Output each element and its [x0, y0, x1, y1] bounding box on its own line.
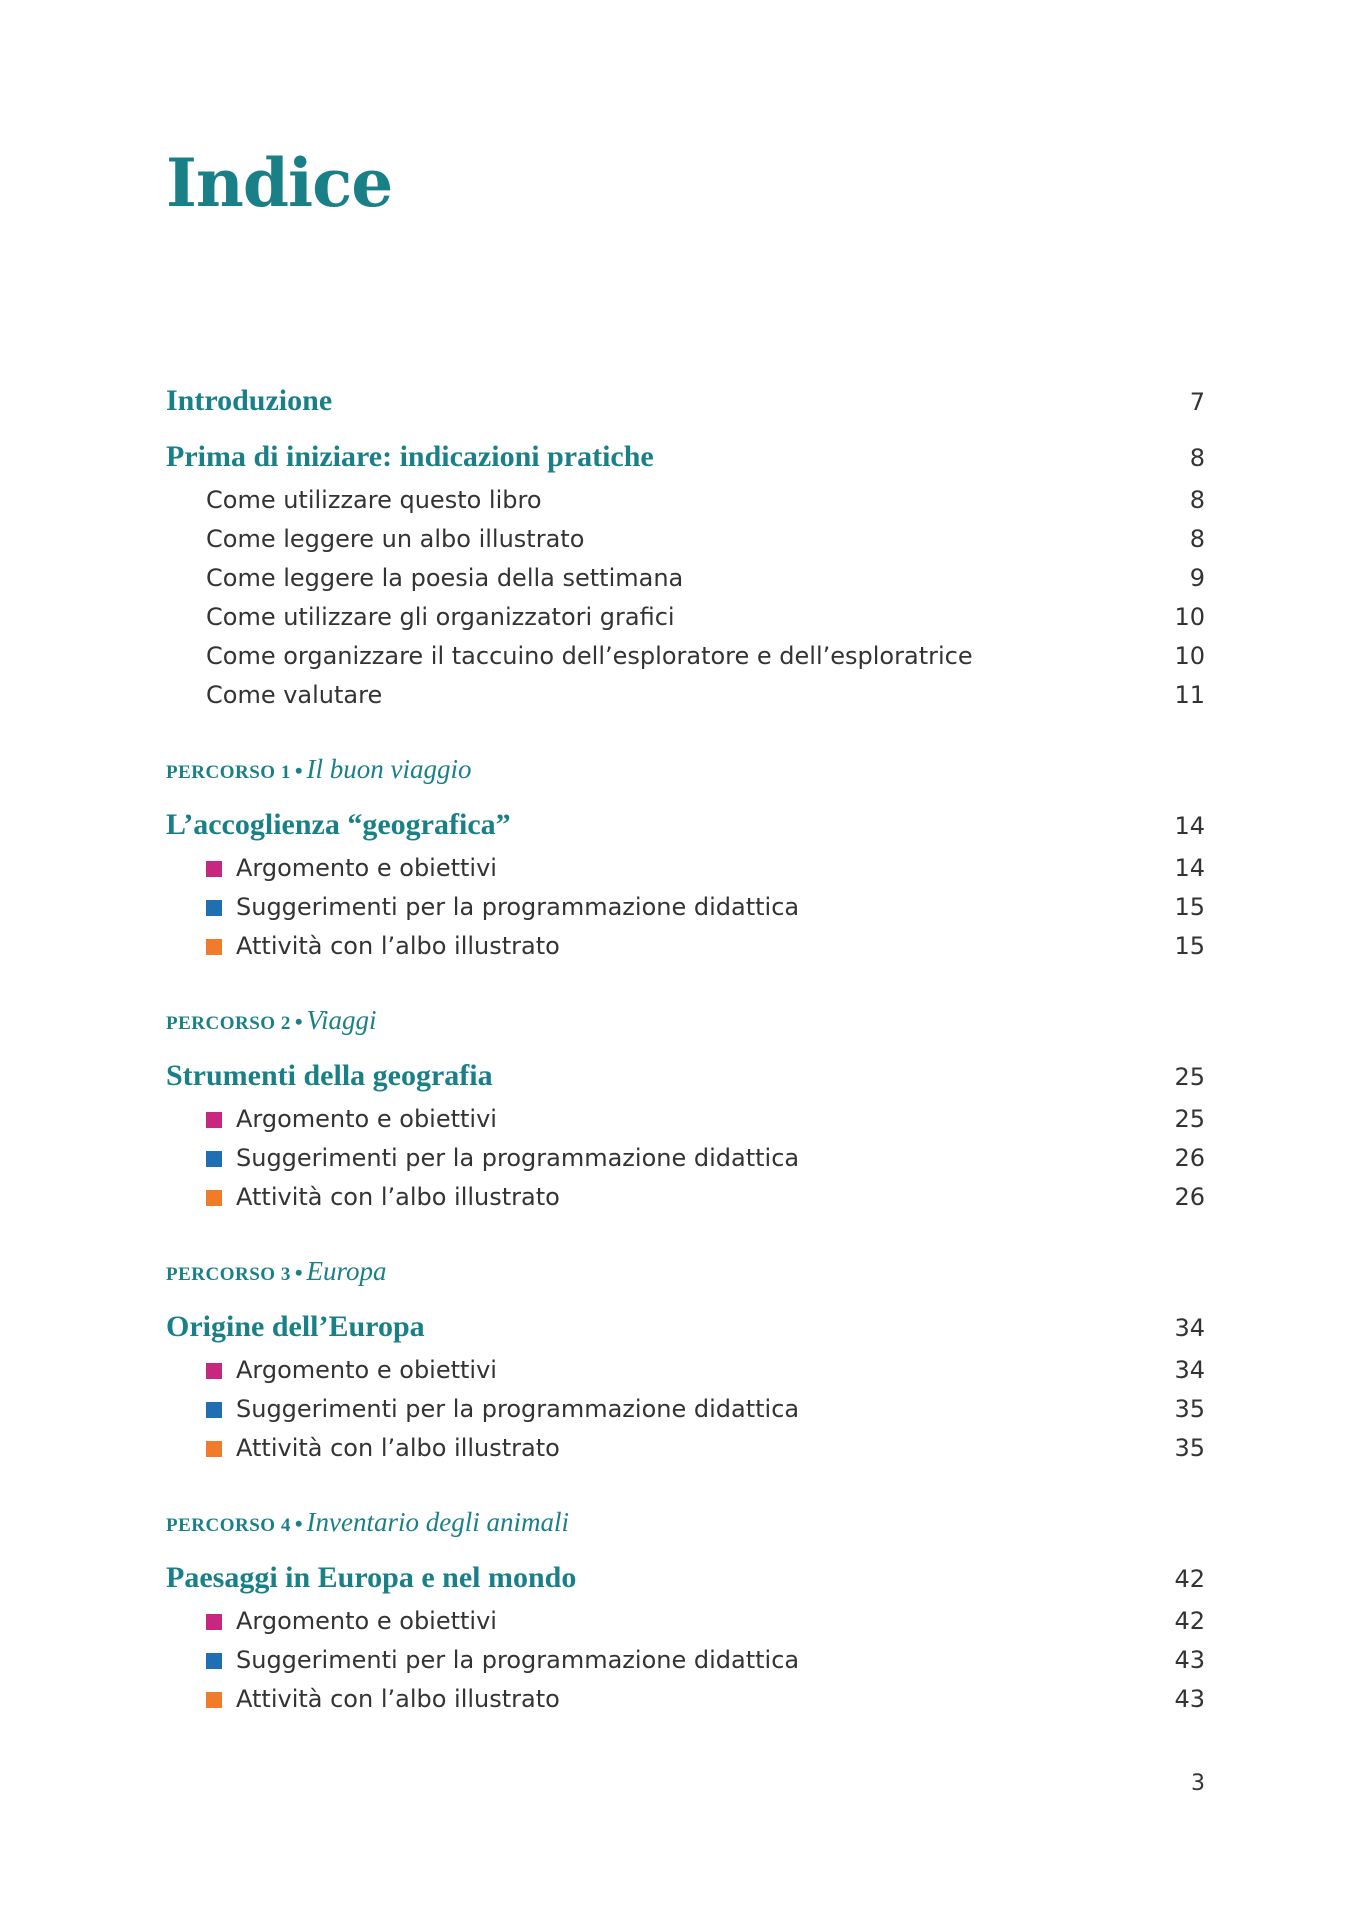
toc-subentry[interactable] — [166, 603, 1205, 642]
toc-subentry-label: Attività con l’albo illustrato — [236, 1685, 560, 1713]
toc-page-number: 10 — [1174, 603, 1205, 631]
blue-square-icon — [206, 900, 222, 916]
toc-chapter-title: Prima di iniziare: indicazioni pratiche — [166, 440, 654, 473]
toc-subentry[interactable] — [166, 642, 1205, 681]
blue-square-icon — [206, 1653, 222, 1669]
toc-page-number: 15 — [1174, 932, 1205, 960]
bullet-separator: • — [294, 758, 303, 783]
toc-subentry[interactable] — [166, 486, 1205, 525]
toc-subentry-label: Argomento e obiettivi — [236, 1105, 497, 1133]
percorso-subtitle: Inventario degli animali — [306, 1507, 569, 1537]
toc-page-number: 10 — [1174, 642, 1205, 670]
bullet-separator: • — [294, 1511, 303, 1536]
percorso-subtitle: Il buon viaggio — [306, 754, 472, 784]
toc-entry-percorso[interactable] — [166, 1561, 1205, 1607]
orange-square-icon — [206, 939, 222, 955]
page-title: Indice — [166, 144, 393, 222]
orange-square-icon — [206, 1441, 222, 1457]
toc-page-number: 43 — [1174, 1685, 1205, 1713]
bullet-separator: • — [294, 1009, 303, 1034]
toc-chapter-title: Paesaggi in Europa e nel mondo — [166, 1561, 577, 1594]
percorso-kicker: PERCORSO 2 — [166, 1013, 291, 1034]
toc-subentry[interactable] — [166, 1685, 1205, 1724]
page-number: 3 — [1191, 1771, 1205, 1796]
toc-subentry[interactable] — [166, 681, 1205, 720]
magenta-square-icon — [206, 1614, 222, 1630]
toc-subentry[interactable] — [166, 1183, 1205, 1222]
magenta-square-icon — [206, 1112, 222, 1128]
percorso-header — [166, 754, 1205, 798]
toc-subentry-label: Argomento e obiettivi — [236, 854, 497, 882]
orange-square-icon — [206, 1692, 222, 1708]
toc-chapter-title: Origine dell’Europa — [166, 1310, 425, 1343]
toc-page-number: 25 — [1174, 1105, 1205, 1133]
toc-subentry[interactable] — [166, 893, 1205, 932]
toc-page-number: 34 — [1174, 1314, 1205, 1342]
toc-subentry-label: Come utilizzare questo libro — [206, 486, 542, 514]
toc-page-number: 7 — [1189, 388, 1205, 416]
toc-subentry-label: Come valutare — [206, 681, 383, 709]
toc-page-number: 8 — [1189, 525, 1205, 553]
toc-page-number: 9 — [1189, 564, 1205, 592]
percorso-header — [166, 1005, 1205, 1049]
toc-subentry-label: Suggerimenti per la programmazione didattica — [236, 1646, 800, 1674]
toc-subentry[interactable] — [166, 854, 1205, 893]
toc-subentry-label: Attività con l’albo illustrato — [236, 932, 560, 960]
toc-subentry-label: Suggerimenti per la programmazione didattica — [236, 1144, 800, 1172]
toc-entry-prima-di-iniziare[interactable] — [166, 440, 1205, 486]
toc-subentry-label: Suggerimenti per la programmazione didattica — [236, 1395, 800, 1423]
toc-page-number: 43 — [1174, 1646, 1205, 1674]
toc-subentry[interactable] — [166, 525, 1205, 564]
orange-square-icon — [206, 1190, 222, 1206]
toc-subentry-label: Argomento e obiettivi — [236, 1607, 497, 1635]
toc-entry-percorso[interactable] — [166, 1059, 1205, 1105]
toc-page-number: 35 — [1174, 1395, 1205, 1423]
toc-page-number: 42 — [1174, 1607, 1205, 1635]
toc-page-number: 25 — [1174, 1063, 1205, 1091]
toc-subentry[interactable] — [166, 1434, 1205, 1473]
toc-subentry[interactable] — [166, 564, 1205, 603]
toc-subentry[interactable] — [166, 932, 1205, 971]
toc-subentry-label: Suggerimenti per la programmazione didattica — [236, 893, 800, 921]
toc-page-number: 26 — [1174, 1183, 1205, 1211]
toc-entry-percorso[interactable] — [166, 1310, 1205, 1356]
toc-page-number: 15 — [1174, 893, 1205, 921]
percorso-header — [166, 1256, 1205, 1300]
toc-subentry[interactable] — [166, 1607, 1205, 1646]
toc-subentry[interactable] — [166, 1105, 1205, 1144]
toc-subentry-label: Argomento e obiettivi — [236, 1356, 497, 1384]
toc-subentry[interactable] — [166, 1395, 1205, 1434]
toc-subentry-label: Come utilizzare gli organizzatori grafici — [206, 603, 675, 631]
blue-square-icon — [206, 1151, 222, 1167]
percorso-kicker: PERCORSO 3 — [166, 1264, 291, 1285]
toc-subentry-label: Come leggere un albo illustrato — [206, 525, 585, 553]
magenta-square-icon — [206, 861, 222, 877]
toc-page-number: 26 — [1174, 1144, 1205, 1172]
toc-subentry-label: Attività con l’albo illustrato — [236, 1183, 560, 1211]
toc-subentry[interactable] — [166, 1646, 1205, 1685]
percorso-kicker: PERCORSO 4 — [166, 1515, 291, 1536]
toc-chapter-title: L’accoglienza “geografica” — [166, 808, 511, 841]
table-of-contents — [166, 384, 1205, 1724]
toc-chapter-title: Strumenti della geografia — [166, 1059, 493, 1092]
toc-subentry[interactable] — [166, 1144, 1205, 1183]
toc-subentry-label: Come organizzare il taccuino dell’esploratore e dell’esploratrice — [206, 642, 973, 670]
bullet-separator: • — [294, 1260, 303, 1285]
percorso-subtitle: Europa — [306, 1256, 387, 1286]
toc-page-number: 35 — [1174, 1434, 1205, 1462]
toc-page-number: 34 — [1174, 1356, 1205, 1384]
toc-chapter-title: Introduzione — [166, 384, 333, 417]
percorso-header — [166, 1507, 1205, 1551]
toc-subentry-label: Attività con l’albo illustrato — [236, 1434, 560, 1462]
toc-subentry[interactable] — [166, 1356, 1205, 1395]
toc-subentry-label: Come leggere la poesia della settimana — [206, 564, 684, 592]
toc-entry-percorso[interactable] — [166, 808, 1205, 854]
toc-page-number: 8 — [1189, 444, 1205, 472]
percorso-kicker: PERCORSO 1 — [166, 762, 291, 783]
toc-page-number: 14 — [1174, 812, 1205, 840]
percorso-subtitle: Viaggi — [306, 1005, 377, 1035]
toc-entry-introduzione[interactable] — [166, 384, 1205, 430]
toc-page-number: 11 — [1174, 681, 1205, 709]
blue-square-icon — [206, 1402, 222, 1418]
toc-page-number: 8 — [1189, 486, 1205, 514]
toc-page-number: 14 — [1174, 854, 1205, 882]
toc-page-number: 42 — [1174, 1565, 1205, 1593]
magenta-square-icon — [206, 1363, 222, 1379]
